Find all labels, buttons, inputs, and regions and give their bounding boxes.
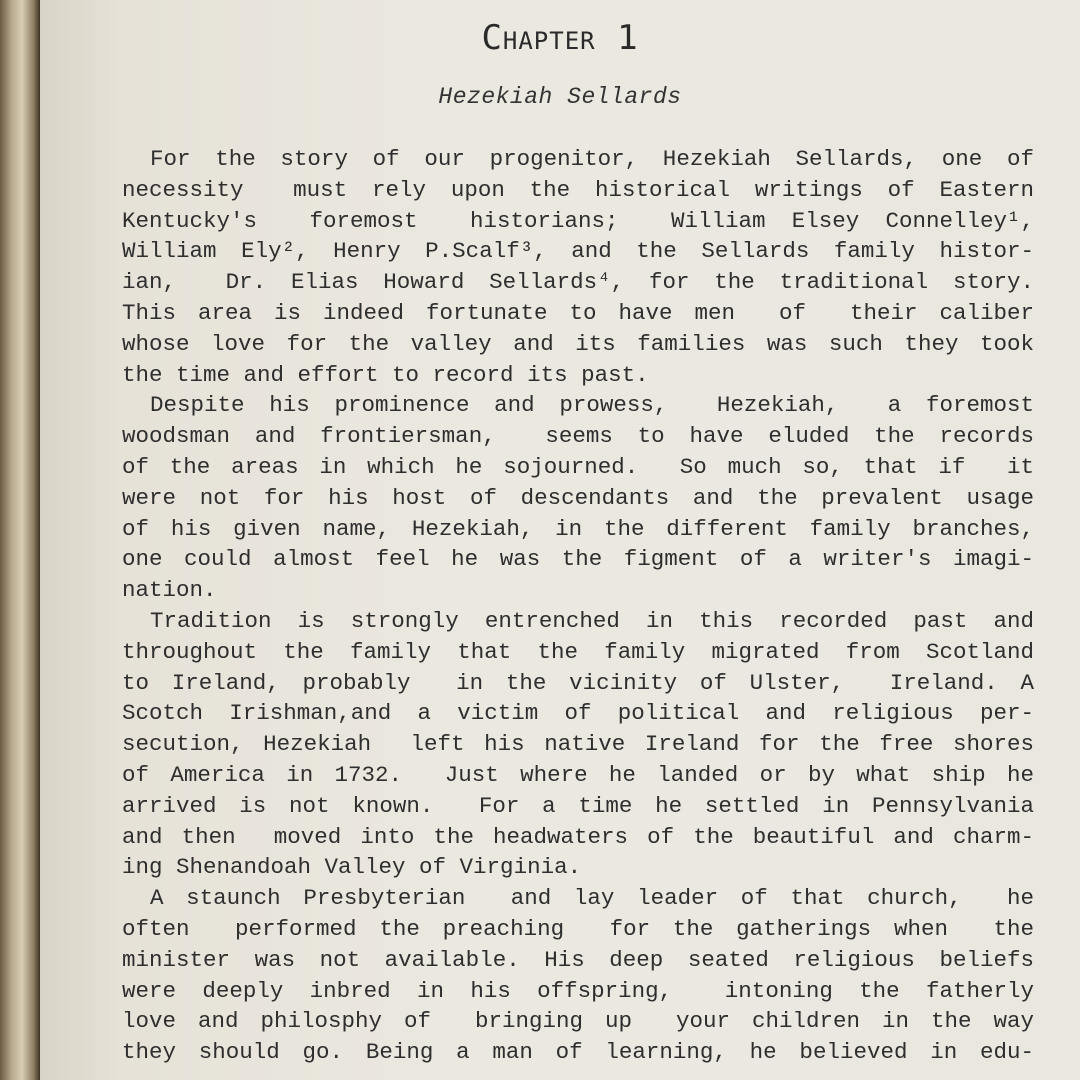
book-spine-edge <box>0 0 40 1080</box>
text-line: of America in 1732. Just where he landed or by what ship he <box>122 761 1034 788</box>
text-line: love and philosphy of bringing up your children in the way <box>122 1008 1034 1035</box>
text-line: Tradition is strongly entrenched in this recorded past and <box>150 607 1034 634</box>
book-page <box>40 0 1080 1080</box>
text-line: they should go. Being a man of learning, he believed in edu- <box>122 1039 1034 1066</box>
text-line: throughout the family that the family migrated from Scotland <box>122 638 1034 665</box>
text-line: woodsman and frontiersman, seems to have eluded the records <box>122 423 1034 450</box>
text-line: one could almost feel he was the figment of a writer's imagi- <box>122 546 1034 573</box>
body-text <box>122 144 1034 1068</box>
text-line: often performed the preaching for the gatherings when the <box>122 915 1034 942</box>
chapter-subtitle: Hezekiah Sellards <box>438 84 682 110</box>
text-line: ian, Dr. Elias Howard Sellards⁴, for the traditional story. <box>122 269 1034 296</box>
text-line: Despite his prominence and prowess, Hezekiah, a foremost <box>150 392 1034 419</box>
text-line: were not for his host of descendants and the prevalent usage <box>122 484 1034 511</box>
text-line: For the story of our progenitor, Hezekiah Sellards, one of <box>150 146 1034 172</box>
text-line: arrived is not known. For a time he settled in Pennsylvania <box>122 792 1034 819</box>
text-line: whose love for the valley and its families was such they took <box>122 330 1034 357</box>
text-line: This area is indeed fortunate to have men of their caliber <box>122 299 1034 326</box>
text-line: nation. <box>122 577 217 604</box>
text-line: and then moved into the headwaters of the beautiful and charm- <box>122 823 1034 850</box>
chapter-title: Chapter 1 <box>481 18 639 58</box>
text-line: Kentucky's foremost historians; William Elsey Connelley¹, <box>122 207 1034 234</box>
chapter-heading <box>40 18 1080 58</box>
text-line: secution, Hezekiah left his native Ireland for the free shores <box>122 731 1034 758</box>
text-line: the time and effort to record its past. <box>122 361 649 388</box>
text-line: of the areas in which he sojourned. So much so, that if it <box>122 453 1034 480</box>
text-line: William Ely², Henry P.Scalf³, and the Sellards family histor- <box>122 238 1034 265</box>
text-line: ing Shenandoah Valley of Virginia. <box>122 854 582 881</box>
text-line: to Ireland, probably in the vicinity of Ulster, Ireland. A <box>122 669 1034 696</box>
text-line: minister was not available. His deep seated religious beliefs <box>122 946 1034 973</box>
text-line: Scotch Irishman,and a victim of political and religious per- <box>122 700 1034 727</box>
text-line: of his given name, Hezekiah, in the different family branches, <box>122 515 1034 542</box>
text-line: were deeply inbred in his offspring, intoning the fatherly <box>122 977 1034 1004</box>
text-line: necessity must rely upon the historical writings of Eastern <box>122 176 1034 203</box>
text-line: A staunch Presbyterian and lay leader of that church, he <box>150 885 1034 912</box>
